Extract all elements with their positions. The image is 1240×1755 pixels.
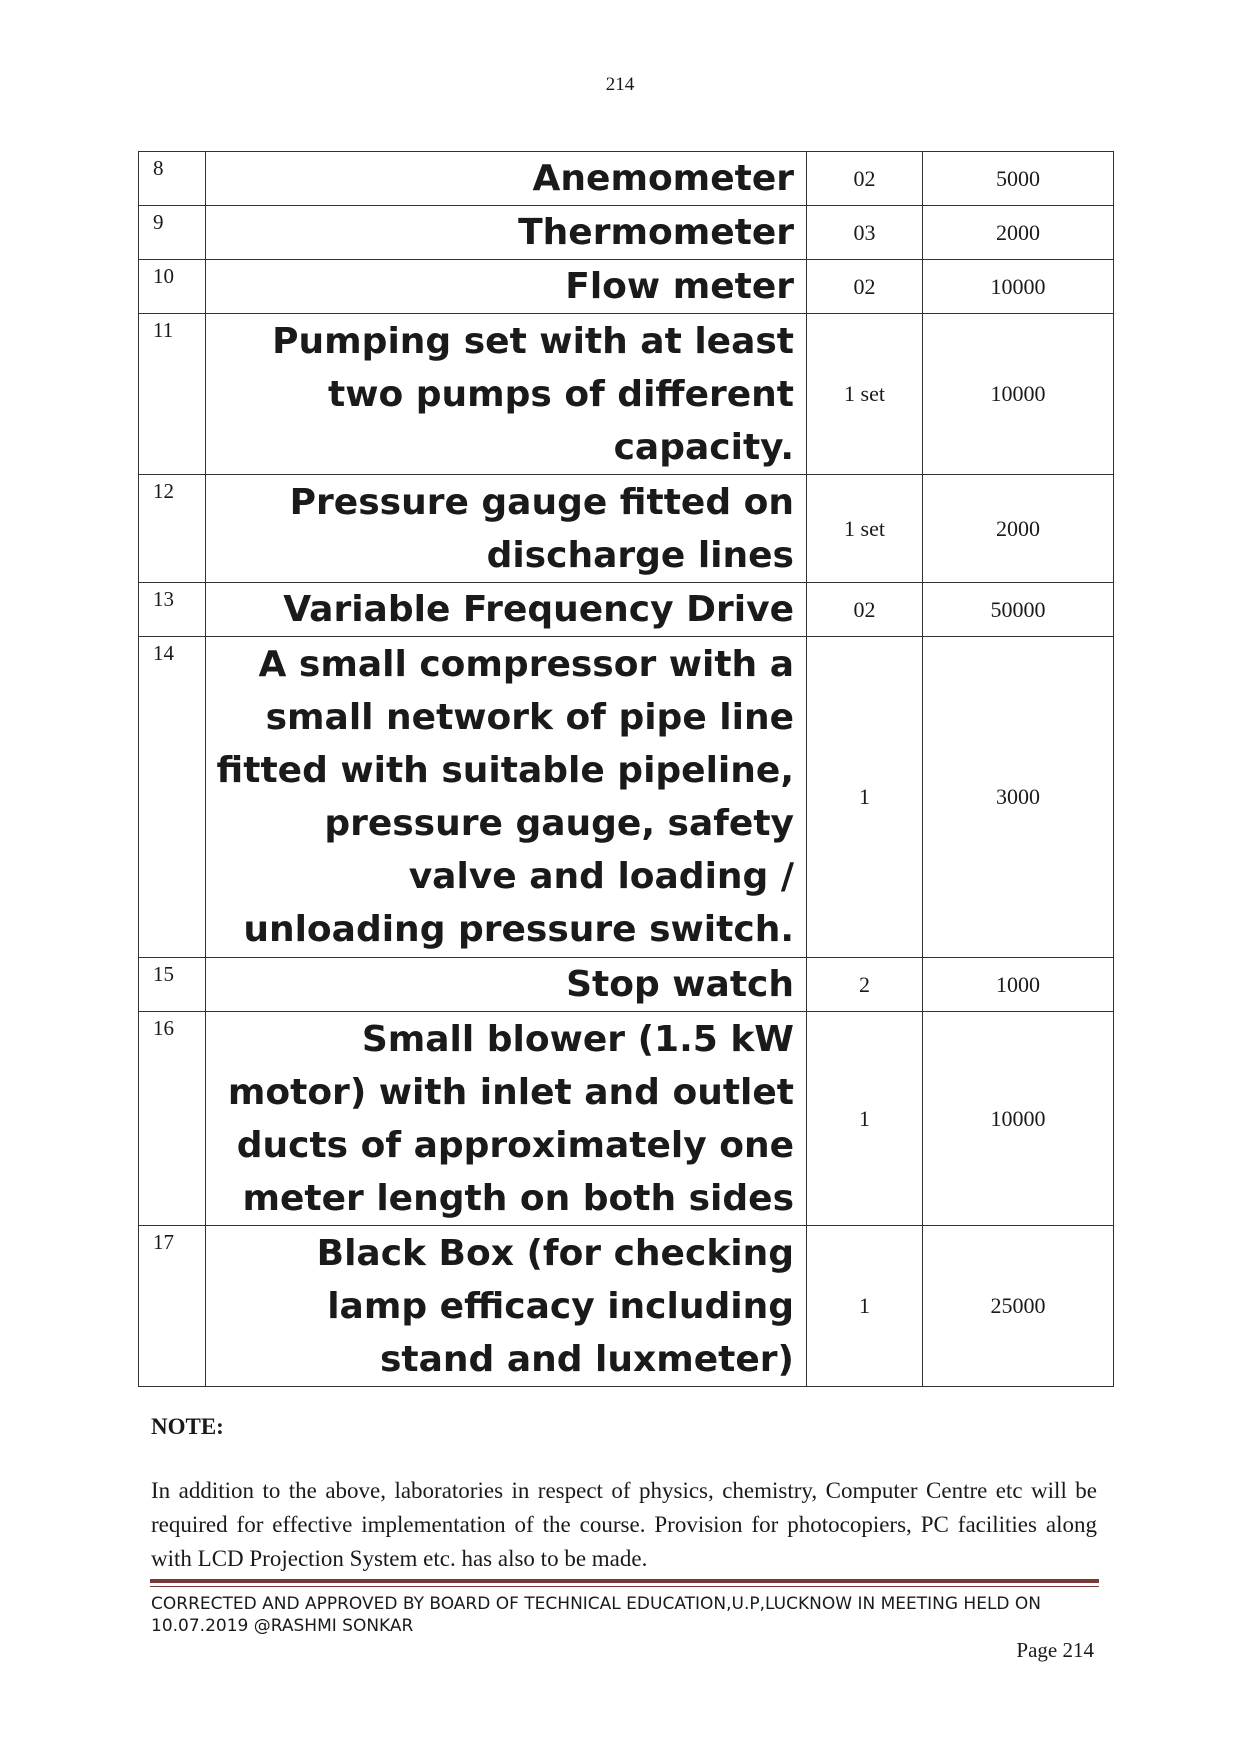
table-row xyxy=(139,206,1114,260)
table-row xyxy=(139,637,1114,958)
serial-number: 15 xyxy=(139,958,206,1012)
table-row xyxy=(139,152,1114,206)
item-quantity: 02 xyxy=(807,152,923,206)
item-description: Thermometer xyxy=(206,206,807,260)
item-quantity: 02 xyxy=(807,260,923,314)
footer-divider-thin xyxy=(150,1586,1099,1587)
serial-number: 11 xyxy=(139,314,206,475)
table-row xyxy=(139,314,1114,475)
footer-page-label: Page 214 xyxy=(1016,1638,1094,1662)
equipment-table xyxy=(138,151,1114,1387)
item-cost: 5000 xyxy=(923,152,1114,206)
item-quantity: 2 xyxy=(807,958,923,1012)
serial-number: 8 xyxy=(139,152,206,206)
item-quantity: 1 xyxy=(807,1226,923,1387)
item-description: Variable Frequency Drive xyxy=(206,583,807,637)
serial-number: 16 xyxy=(139,1012,206,1226)
note-heading: NOTE: xyxy=(151,1414,224,1439)
item-quantity: 1 xyxy=(807,637,923,958)
item-cost: 10000 xyxy=(923,260,1114,314)
table-row xyxy=(139,1226,1114,1387)
item-cost: 2000 xyxy=(923,206,1114,260)
item-cost: 10000 xyxy=(923,1012,1114,1226)
item-quantity: 1 set xyxy=(807,475,923,583)
serial-number: 14 xyxy=(139,637,206,958)
item-quantity: 1 set xyxy=(807,314,923,475)
item-cost: 25000 xyxy=(923,1226,1114,1387)
serial-number: 9 xyxy=(139,206,206,260)
item-description: Pressure gauge fitted on discharge lines xyxy=(206,475,807,583)
item-description: Stop watch xyxy=(206,958,807,1012)
item-cost: 50000 xyxy=(923,583,1114,637)
item-description: Black Box (for checking lamp efficacy including stand and luxmeter) xyxy=(206,1226,807,1387)
item-cost: 2000 xyxy=(923,475,1114,583)
serial-number: 10 xyxy=(139,260,206,314)
item-description: Pumping set with at least two pumps of different capacity. xyxy=(206,314,807,475)
page-number-header: 214 xyxy=(605,74,635,95)
item-cost: 10000 xyxy=(923,314,1114,475)
table-row xyxy=(139,583,1114,637)
footer-approval-text: CORRECTED AND APPROVED BY BOARD OF TECHNICAL EDUCATION,U.P,LUCKNOW IN MEETING HELD ON 10.07.2019 @RASHMI SONKAR xyxy=(151,1594,1042,1636)
item-quantity: 02 xyxy=(807,583,923,637)
item-cost: 1000 xyxy=(923,958,1114,1012)
table-row xyxy=(139,958,1114,1012)
note-paragraph: In addition to the above, laboratories in respect of physics, chemistry, Computer Centre etc will be required for effective implementation of the course. Provision for photocopiers, PC facilities along with LCD Projection System etc. has also to be made. xyxy=(151,1478,1097,1571)
item-quantity: 03 xyxy=(807,206,923,260)
serial-number: 12 xyxy=(139,475,206,583)
item-description: Anemometer xyxy=(206,152,807,206)
item-description: A small compressor with a small network of pipe line fitted with suitable pipeline, pressure gauge, safety valve and loading / unloading pressure switch. xyxy=(206,637,807,958)
item-cost: 3000 xyxy=(923,637,1114,958)
footer-divider-thick xyxy=(150,1579,1099,1583)
item-description: Small blower (1.5 kW motor) with inlet and outlet ducts of approximately one meter length on both sides xyxy=(206,1012,807,1226)
table-row xyxy=(139,475,1114,583)
equipment-table-body xyxy=(139,152,1114,1387)
serial-number: 17 xyxy=(139,1226,206,1387)
table-row xyxy=(139,1012,1114,1226)
table-row xyxy=(139,260,1114,314)
item-quantity: 1 xyxy=(807,1012,923,1226)
serial-number: 13 xyxy=(139,583,206,637)
item-description: Flow meter xyxy=(206,260,807,314)
